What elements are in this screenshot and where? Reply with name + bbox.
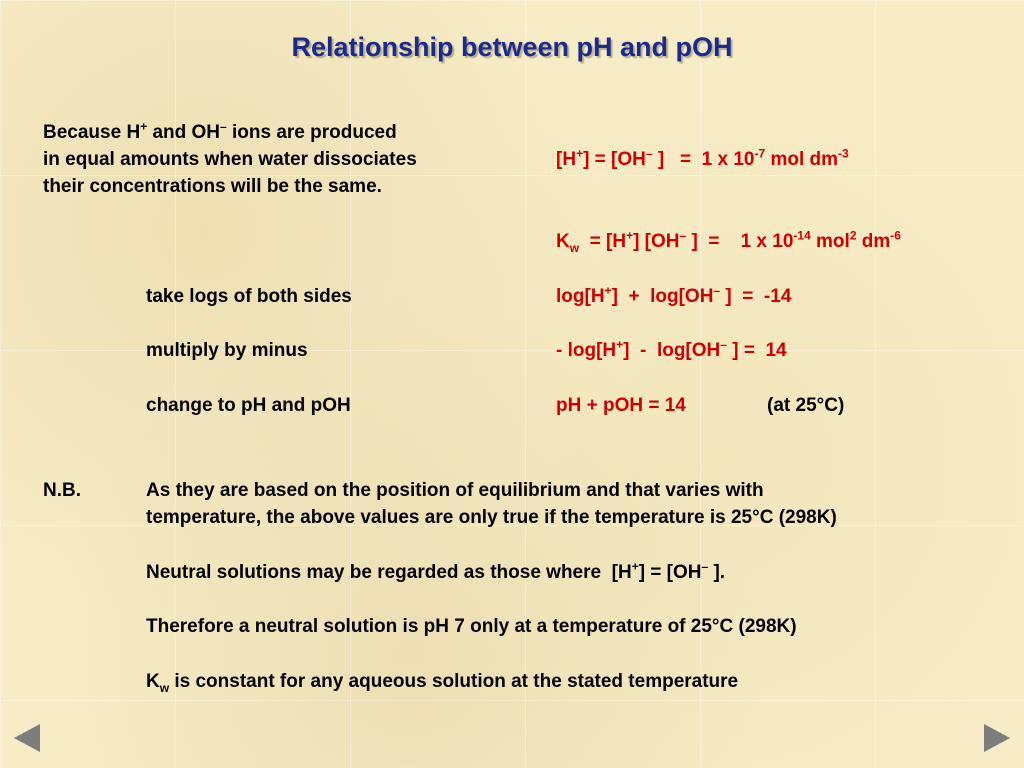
step-take-logs: take logs of both sides	[146, 286, 352, 307]
previous-slide-button[interactable]	[14, 724, 40, 752]
note-neutral-solutions: Neutral solutions may be regarded as those where [H+] = [OH– ].	[146, 559, 726, 583]
superscript: –	[220, 119, 227, 134]
slide-title: Relationship between pH and pOH	[291, 32, 733, 62]
step-multiply-minus: multiply by minus	[146, 340, 308, 361]
equation-ph-poh: pH + pOH = 14	[556, 395, 686, 416]
equation-kw: $K_w = [H^+]$ [OH– ] = 1 x $10^{-14}$ mol$^2$ $dm^{-6}$	[556, 228, 901, 255]
intro-text-part: and OH	[147, 122, 221, 143]
note-neutral-ph: Therefore a neutral solution is pH 7 only at a temperature of 25°C (298K)	[146, 616, 797, 637]
superscript: +	[140, 119, 148, 134]
intro-line-1	[43, 119, 397, 146]
equation-negative-logs: - log[H+] - log[OH– ] = 14	[556, 337, 787, 361]
step-change-ph: change to pH and pOH	[146, 395, 351, 416]
note-p1-line2: temperature, the above values are only true if the temperature is 25°C (298K)	[146, 507, 837, 528]
note-p1-line1: As they are based on the position of equilibrium and that varies with	[146, 480, 764, 501]
temperature-note: (at 25°C)	[767, 395, 845, 416]
intro-line-2: in equal amounts when water dissociates	[43, 149, 417, 170]
next-slide-button[interactable]	[984, 724, 1010, 752]
note-kw-constant: $K_w$ is constant for any aqueous solution at the stated temperature	[146, 671, 739, 695]
intro-text-part: ions are produced	[226, 122, 397, 143]
equation-concentration: [H+] = [OH– ] = 1 x $10^{-7}$ mol $dm^{-3}$	[556, 146, 849, 170]
intro-text-part: Because H	[43, 122, 141, 143]
equation-logs: log[H+] + log[OH– ] = -14	[556, 283, 792, 307]
note-label: N.B.	[43, 480, 81, 501]
intro-line-3: their concentrations will be the same.	[43, 176, 382, 197]
